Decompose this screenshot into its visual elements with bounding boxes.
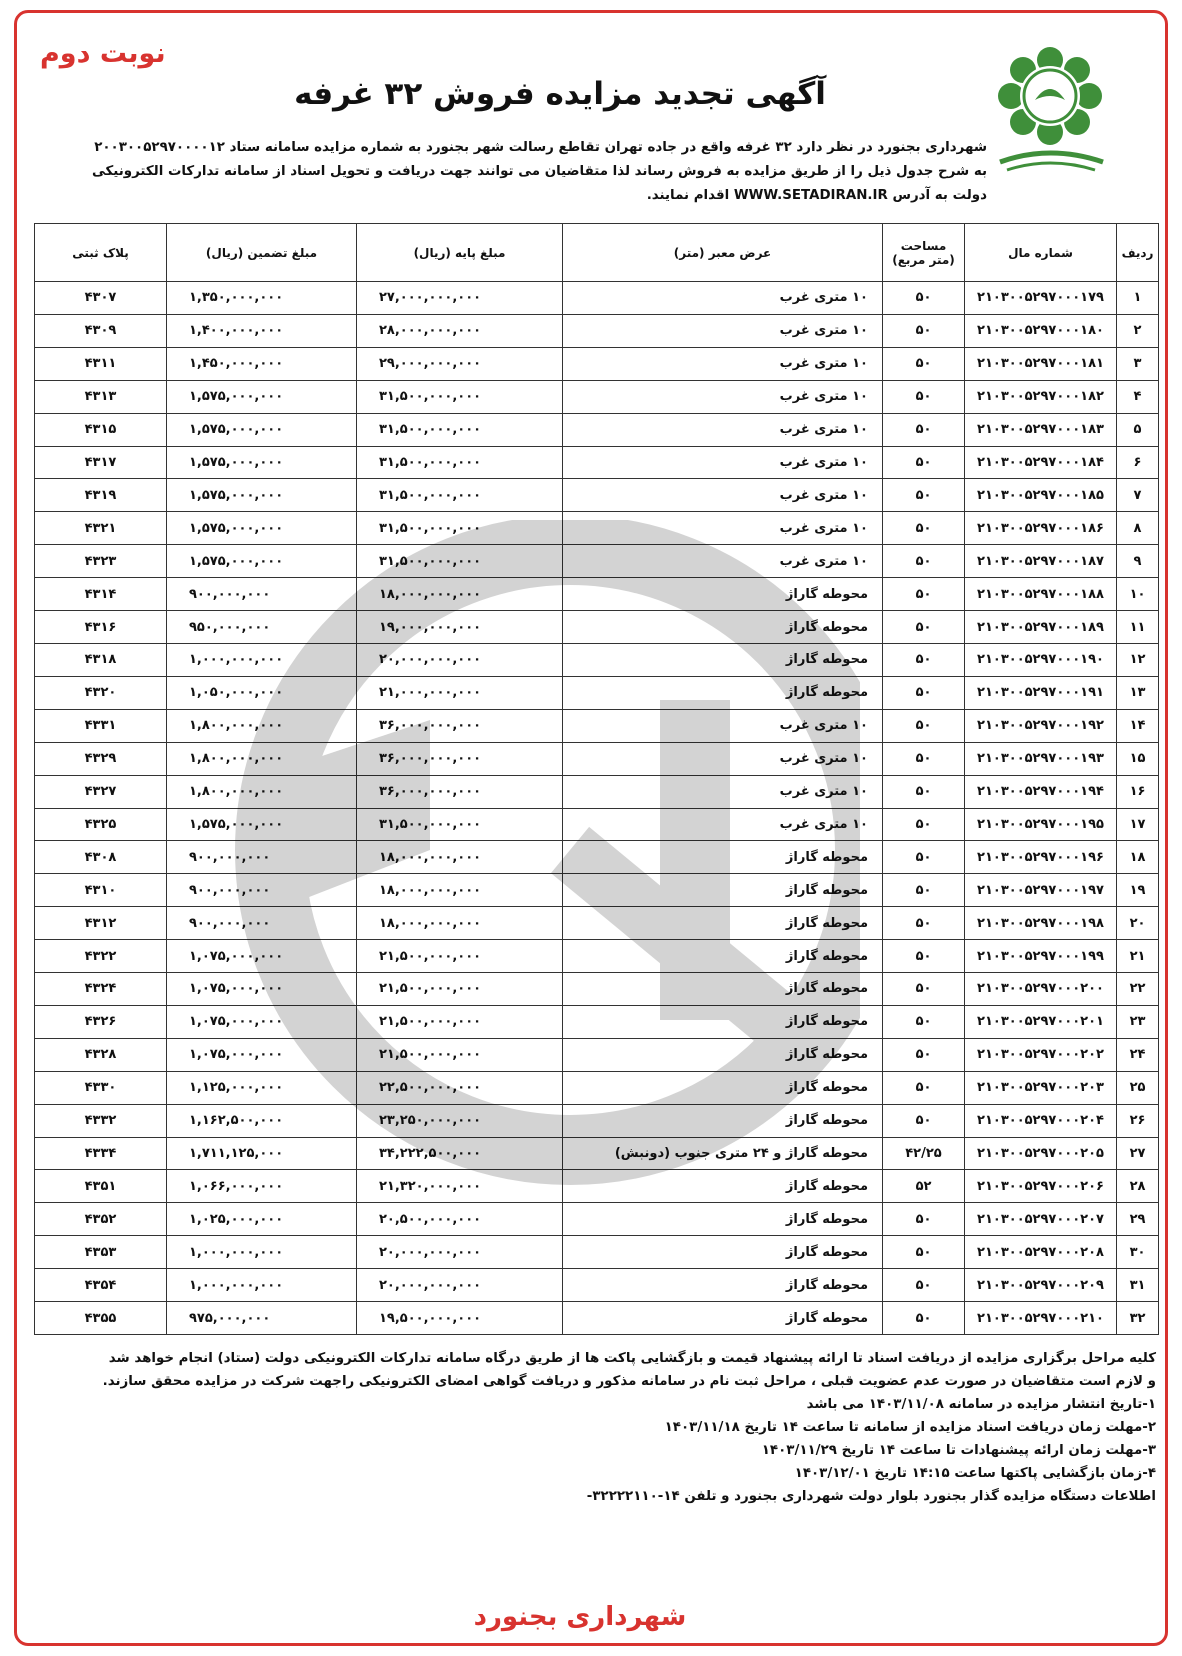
cell-row-number: ۸ xyxy=(1117,512,1159,545)
cell-base-price: ۳۶,۰۰۰,۰۰۰,۰۰۰ xyxy=(357,742,563,775)
cell-area: ۵۰ xyxy=(883,841,965,874)
cell-frontage: محوطه گاراژ xyxy=(563,1104,883,1137)
cell-frontage: محوطه گاراژ xyxy=(563,1005,883,1038)
cell-base-price: ۱۸,۰۰۰,۰۰۰,۰۰۰ xyxy=(357,841,563,874)
cell-property-no: ۲۱۰۳۰۰۵۲۹۷۰۰۰۱۸۲ xyxy=(965,380,1117,413)
cell-area: ۵۰ xyxy=(883,1236,965,1269)
cell-frontage: ۱۰ متری غرب xyxy=(563,709,883,742)
cell-plot: ۴۳۲۳ xyxy=(35,545,167,578)
cell-property-no: ۲۱۰۳۰۰۵۲۹۷۰۰۰۱۸۱ xyxy=(965,347,1117,380)
cell-deposit: ۱,۱۲۵,۰۰۰,۰۰۰ xyxy=(167,1071,357,1104)
cell-area: ۴۲/۲۵ xyxy=(883,1137,965,1170)
cell-deposit: ۱,۵۷۵,۰۰۰,۰۰۰ xyxy=(167,413,357,446)
cell-plot: ۴۳۲۶ xyxy=(35,1005,167,1038)
cell-area: ۵۰ xyxy=(883,973,965,1006)
table-row xyxy=(35,314,1159,347)
cell-deposit: ۱,۵۷۵,۰۰۰,۰۰۰ xyxy=(167,446,357,479)
cell-base-price: ۲۰,۰۰۰,۰۰۰,۰۰۰ xyxy=(357,1236,563,1269)
cell-plot: ۴۳۲۷ xyxy=(35,775,167,808)
cell-row-number: ۱۱ xyxy=(1117,611,1159,644)
cell-frontage: ۱۰ متری غرب xyxy=(563,446,883,479)
cell-deposit: ۱,۵۷۵,۰۰۰,۰۰۰ xyxy=(167,808,357,841)
cell-deposit: ۱,۳۵۰,۰۰۰,۰۰۰ xyxy=(167,282,357,315)
cell-plot: ۴۳۰۷ xyxy=(35,282,167,315)
cell-deposit: ۱,۰۷۵,۰۰۰,۰۰۰ xyxy=(167,973,357,1006)
table-row xyxy=(35,808,1159,841)
cell-frontage: ۱۰ متری غرب xyxy=(563,314,883,347)
cell-deposit: ۱,۰۰۰,۰۰۰,۰۰۰ xyxy=(167,1269,357,1302)
table-row xyxy=(35,545,1159,578)
cell-frontage: محوطه گاراژ xyxy=(563,1302,883,1335)
cell-area: ۵۰ xyxy=(883,1302,965,1335)
cell-base-price: ۲۲,۵۰۰,۰۰۰,۰۰۰ xyxy=(357,1071,563,1104)
cell-area: ۵۰ xyxy=(883,742,965,775)
cell-plot: ۴۳۱۰ xyxy=(35,874,167,907)
cell-base-price: ۱۹,۵۰۰,۰۰۰,۰۰۰ xyxy=(357,1302,563,1335)
cell-row-number: ۱ xyxy=(1117,282,1159,315)
cell-property-no: ۲۱۰۳۰۰۵۲۹۷۰۰۰۱۹۹ xyxy=(965,940,1117,973)
cell-area: ۵۰ xyxy=(883,578,965,611)
cell-deposit: ۱,۰۷۵,۰۰۰,۰۰۰ xyxy=(167,1038,357,1071)
cell-frontage: ۱۰ متری غرب xyxy=(563,347,883,380)
table-row xyxy=(35,1005,1159,1038)
table-row xyxy=(35,742,1159,775)
cell-row-number: ۱۳ xyxy=(1117,676,1159,709)
footer-contact: اطلاعات دستگاه مزایده گذار بجنورد بلوار دولت شهرداری بجنورد و تلفن ۱۴-۳۲۲۲۲۱۱۰- xyxy=(586,1489,1156,1504)
header-area-label: مساحت xyxy=(900,238,947,253)
intro-line: دولت به آدرس WWW.SETADIRAN.IR اقدام نمایند. xyxy=(646,188,987,203)
table-row xyxy=(35,1302,1159,1335)
cell-plot: ۴۳۰۹ xyxy=(35,314,167,347)
cell-deposit: ۱,۰۵۰,۰۰۰,۰۰۰ xyxy=(167,676,357,709)
header-deposit: مبلغ تضمین (ریال) xyxy=(167,224,357,282)
cell-row-number: ۳۲ xyxy=(1117,1302,1159,1335)
cell-area: ۵۰ xyxy=(883,380,965,413)
table-row xyxy=(35,611,1159,644)
cell-row-number: ۲ xyxy=(1117,314,1159,347)
cell-base-price: ۳۱,۵۰۰,۰۰۰,۰۰۰ xyxy=(357,413,563,446)
cell-area: ۵۰ xyxy=(883,1104,965,1137)
footer-item: ۴-زمان بازگشایی پاکتها ساعت ۱۴:۱۵ تاریخ ۱۴۰۳/۱۲/۰۱ xyxy=(794,1466,1156,1481)
cell-frontage: محوطه گاراژ و ۲۴ متری جنوب (دونبش) xyxy=(563,1137,883,1170)
cell-area: ۵۰ xyxy=(883,611,965,644)
cell-plot: ۴۳۱۴ xyxy=(35,578,167,611)
cell-property-no: ۲۱۰۳۰۰۵۲۹۷۰۰۰۱۷۹ xyxy=(965,282,1117,315)
intro-paragraph xyxy=(32,136,987,208)
table-row xyxy=(35,775,1159,808)
cell-plot: ۴۳۲۵ xyxy=(35,808,167,841)
cell-row-number: ۱۶ xyxy=(1117,775,1159,808)
cell-base-price: ۲۰,۵۰۰,۰۰۰,۰۰۰ xyxy=(357,1203,563,1236)
cell-plot: ۴۳۱۳ xyxy=(35,380,167,413)
cell-plot: ۴۳۵۴ xyxy=(35,1269,167,1302)
cell-deposit: ۱,۰۷۵,۰۰۰,۰۰۰ xyxy=(167,1005,357,1038)
cell-deposit: ۱,۴۵۰,۰۰۰,۰۰۰ xyxy=(167,347,357,380)
cell-frontage: محوطه گاراژ xyxy=(563,643,883,676)
cell-deposit: ۱,۸۰۰,۰۰۰,۰۰۰ xyxy=(167,742,357,775)
cell-base-price: ۲۳,۲۵۰,۰۰۰,۰۰۰ xyxy=(357,1104,563,1137)
cell-frontage: محوطه گاراژ xyxy=(563,874,883,907)
cell-base-price: ۳۴,۲۲۲,۵۰۰,۰۰۰ xyxy=(357,1137,563,1170)
cell-property-no: ۲۱۰۳۰۰۵۲۹۷۰۰۰۱۹۴ xyxy=(965,775,1117,808)
cell-base-price: ۳۶,۰۰۰,۰۰۰,۰۰۰ xyxy=(357,775,563,808)
cell-deposit: ۱,۰۷۵,۰۰۰,۰۰۰ xyxy=(167,940,357,973)
cell-area: ۵۰ xyxy=(883,1269,965,1302)
logo-emblem-icon xyxy=(985,40,1115,178)
cell-plot: ۴۳۱۶ xyxy=(35,611,167,644)
cell-frontage: محوطه گاراژ xyxy=(563,1203,883,1236)
cell-row-number: ۲۲ xyxy=(1117,973,1159,1006)
cell-row-number: ۵ xyxy=(1117,413,1159,446)
table-row xyxy=(35,347,1159,380)
cell-frontage: ۱۰ متری غرب xyxy=(563,742,883,775)
cell-plot: ۴۳۱۷ xyxy=(35,446,167,479)
header-row-number: ردیف xyxy=(1117,224,1159,282)
cell-deposit: ۱,۰۲۵,۰۰۰,۰۰۰ xyxy=(167,1203,357,1236)
cell-property-no: ۲۱۰۳۰۰۵۲۹۷۰۰۰۱۹۸ xyxy=(965,907,1117,940)
cell-base-price: ۱۸,۰۰۰,۰۰۰,۰۰۰ xyxy=(357,874,563,907)
cell-deposit: ۱,۸۰۰,۰۰۰,۰۰۰ xyxy=(167,709,357,742)
cell-property-no: ۲۱۰۳۰۰۵۲۹۷۰۰۰۲۰۲ xyxy=(965,1038,1117,1071)
cell-row-number: ۴ xyxy=(1117,380,1159,413)
cell-base-price: ۳۶,۰۰۰,۰۰۰,۰۰۰ xyxy=(357,709,563,742)
table-row xyxy=(35,1038,1159,1071)
cell-property-no: ۲۱۰۳۰۰۵۲۹۷۰۰۰۱۹۶ xyxy=(965,841,1117,874)
cell-area: ۵۰ xyxy=(883,545,965,578)
cell-row-number: ۹ xyxy=(1117,545,1159,578)
cell-plot: ۴۳۰۸ xyxy=(35,841,167,874)
cell-property-no: ۲۱۰۳۰۰۵۲۹۷۰۰۰۱۸۶ xyxy=(965,512,1117,545)
footer-line: کلیه مراحل برگزاری مزایده از دریافت اسناد تا ارائه پیشنهاد قیمت و بازگشایی پاکت ها از طریق درگاه سامانه تدارکات الکترونیکی دولت (ستاد) انجام خواهد شد xyxy=(108,1351,1156,1366)
cell-row-number: ۷ xyxy=(1117,479,1159,512)
cell-area: ۵۰ xyxy=(883,907,965,940)
cell-frontage: محوطه گاراژ xyxy=(563,1071,883,1104)
table-row xyxy=(35,282,1159,315)
table-header-row xyxy=(35,224,1159,282)
cell-frontage: ۱۰ متری غرب xyxy=(563,380,883,413)
footer-item: ۲-مهلت زمان دریافت اسناد مزایده از سامانه تا ساعت ۱۴ تاریخ ۱۴۰۳/۱۱/۱۸ xyxy=(664,1420,1156,1435)
auction-table-wrap xyxy=(34,223,1158,1335)
cell-frontage: محوطه گاراژ xyxy=(563,1038,883,1071)
cell-plot: ۴۳۵۵ xyxy=(35,1302,167,1335)
auction-table xyxy=(34,223,1159,1335)
table-row xyxy=(35,446,1159,479)
cell-property-no: ۲۱۰۳۰۰۵۲۹۷۰۰۰۱۹۷ xyxy=(965,874,1117,907)
cell-base-price: ۳۱,۵۰۰,۰۰۰,۰۰۰ xyxy=(357,380,563,413)
table-row xyxy=(35,380,1159,413)
cell-row-number: ۳۰ xyxy=(1117,1236,1159,1269)
footer-item: ۱-تاریخ انتشار مزایده در سامانه ۱۴۰۳/۱۱/۰۸ می باشد xyxy=(806,1397,1156,1412)
footer-line: و لازم است متقاضیان در صورت عدم عضویت قبلی ، مراحل ثبت نام در سامانه مذکور و دریافت گواهی امضای الکترونیکی راجهت شرکت در مزایده محقق سازند. xyxy=(102,1374,1156,1389)
cell-frontage: محوطه گاراژ xyxy=(563,578,883,611)
cell-deposit: ۹۵۰,۰۰۰,۰۰۰ xyxy=(167,611,357,644)
table-row xyxy=(35,1071,1159,1104)
cell-frontage: محوطه گاراژ xyxy=(563,1236,883,1269)
cell-plot: ۴۳۲۴ xyxy=(35,973,167,1006)
cell-area: ۵۰ xyxy=(883,940,965,973)
cell-property-no: ۲۱۰۳۰۰۵۲۹۷۰۰۰۲۰۱ xyxy=(965,1005,1117,1038)
cell-property-no: ۲۱۰۳۰۰۵۲۹۷۰۰۰۱۸۹ xyxy=(965,611,1117,644)
cell-property-no: ۲۱۰۳۰۰۵۲۹۷۰۰۰۲۰۷ xyxy=(965,1203,1117,1236)
cell-frontage: محوطه گاراژ xyxy=(563,841,883,874)
cell-area: ۵۰ xyxy=(883,479,965,512)
cell-row-number: ۳۱ xyxy=(1117,1269,1159,1302)
cell-row-number: ۲۱ xyxy=(1117,940,1159,973)
cell-deposit: ۹۰۰,۰۰۰,۰۰۰ xyxy=(167,907,357,940)
cell-frontage: ۱۰ متری غرب xyxy=(563,545,883,578)
cell-property-no: ۲۱۰۳۰۰۵۲۹۷۰۰۰۱۹۱ xyxy=(965,676,1117,709)
header-base-price: مبلغ پایه (ریال) xyxy=(357,224,563,282)
cell-property-no: ۲۱۰۳۰۰۵۲۹۷۰۰۰۱۹۳ xyxy=(965,742,1117,775)
cell-deposit: ۹۷۵,۰۰۰,۰۰۰ xyxy=(167,1302,357,1335)
table-row xyxy=(35,643,1159,676)
cell-plot: ۴۳۵۲ xyxy=(35,1203,167,1236)
cell-frontage: ۱۰ متری غرب xyxy=(563,479,883,512)
cell-deposit: ۱,۱۶۲,۵۰۰,۰۰۰ xyxy=(167,1104,357,1137)
cell-row-number: ۱۰ xyxy=(1117,578,1159,611)
cell-area: ۵۰ xyxy=(883,1203,965,1236)
table-row xyxy=(35,479,1159,512)
cell-base-price: ۳۱,۵۰۰,۰۰۰,۰۰۰ xyxy=(357,446,563,479)
cell-area: ۵۰ xyxy=(883,643,965,676)
cell-property-no: ۲۱۰۳۰۰۵۲۹۷۰۰۰۱۹۰ xyxy=(965,643,1117,676)
cell-base-price: ۲۰,۰۰۰,۰۰۰,۰۰۰ xyxy=(357,643,563,676)
page-title: آگهی تجدید مزایده فروش ۳۲ غرفه xyxy=(294,76,826,112)
cell-property-no: ۲۱۰۳۰۰۵۲۹۷۰۰۰۱۸۷ xyxy=(965,545,1117,578)
cell-property-no: ۲۱۰۳۰۰۵۲۹۷۰۰۰۲۰۵ xyxy=(965,1137,1117,1170)
cell-deposit: ۹۰۰,۰۰۰,۰۰۰ xyxy=(167,578,357,611)
cell-frontage: محوطه گاراژ xyxy=(563,940,883,973)
cell-row-number: ۲۳ xyxy=(1117,1005,1159,1038)
cell-deposit: ۱,۵۷۵,۰۰۰,۰۰۰ xyxy=(167,380,357,413)
signature: شهرداری بجنورد xyxy=(473,1602,687,1632)
cell-row-number: ۱۲ xyxy=(1117,643,1159,676)
table-row xyxy=(35,1170,1159,1203)
table-row xyxy=(35,1269,1159,1302)
cell-frontage: ۱۰ متری غرب xyxy=(563,512,883,545)
table-row xyxy=(35,1137,1159,1170)
cell-deposit: ۹۰۰,۰۰۰,۰۰۰ xyxy=(167,841,357,874)
cell-area: ۵۰ xyxy=(883,1038,965,1071)
table-row xyxy=(35,709,1159,742)
cell-area: ۵۰ xyxy=(883,1071,965,1104)
cell-property-no: ۲۱۰۳۰۰۵۲۹۷۰۰۰۲۱۰ xyxy=(965,1302,1117,1335)
table-row xyxy=(35,1236,1159,1269)
cell-row-number: ۱۷ xyxy=(1117,808,1159,841)
cell-property-no: ۲۱۰۳۰۰۵۲۹۷۰۰۰۱۸۰ xyxy=(965,314,1117,347)
header-area xyxy=(883,224,965,282)
footer-text xyxy=(32,1347,1156,1508)
cell-property-no: ۲۱۰۳۰۰۵۲۹۷۰۰۰۲۰۹ xyxy=(965,1269,1117,1302)
cell-property-no: ۲۱۰۳۰۰۵۲۹۷۰۰۰۱۸۵ xyxy=(965,479,1117,512)
cell-base-price: ۳۱,۵۰۰,۰۰۰,۰۰۰ xyxy=(357,479,563,512)
table-row xyxy=(35,676,1159,709)
cell-frontage: محوطه گاراژ xyxy=(563,1170,883,1203)
cell-deposit: ۱,۸۰۰,۰۰۰,۰۰۰ xyxy=(167,775,357,808)
cell-plot: ۴۳۲۹ xyxy=(35,742,167,775)
cell-area: ۵۲ xyxy=(883,1170,965,1203)
cell-plot: ۴۳۱۲ xyxy=(35,907,167,940)
cell-row-number: ۲۵ xyxy=(1117,1071,1159,1104)
cell-frontage: محوطه گاراژ xyxy=(563,1269,883,1302)
cell-row-number: ۶ xyxy=(1117,446,1159,479)
cell-base-price: ۲۱,۵۰۰,۰۰۰,۰۰۰ xyxy=(357,1005,563,1038)
cell-base-price: ۱۹,۰۰۰,۰۰۰,۰۰۰ xyxy=(357,611,563,644)
cell-plot: ۴۳۳۰ xyxy=(35,1071,167,1104)
cell-plot: ۴۳۳۲ xyxy=(35,1104,167,1137)
cell-deposit: ۹۰۰,۰۰۰,۰۰۰ xyxy=(167,874,357,907)
cell-area: ۵۰ xyxy=(883,347,965,380)
cell-deposit: ۱,۴۰۰,۰۰۰,۰۰۰ xyxy=(167,314,357,347)
cell-base-price: ۳۱,۵۰۰,۰۰۰,۰۰۰ xyxy=(357,512,563,545)
round-label: نوبت دوم xyxy=(40,38,166,69)
table-row xyxy=(35,413,1159,446)
cell-property-no: ۲۱۰۳۰۰۵۲۹۷۰۰۰۲۰۸ xyxy=(965,1236,1117,1269)
table-row xyxy=(35,973,1159,1006)
cell-area: ۵۰ xyxy=(883,1005,965,1038)
cell-plot: ۴۳۲۰ xyxy=(35,676,167,709)
table-row xyxy=(35,1203,1159,1236)
cell-frontage: ۱۰ متری غرب xyxy=(563,775,883,808)
cell-row-number: ۱۹ xyxy=(1117,874,1159,907)
cell-base-price: ۲۱,۳۲۰,۰۰۰,۰۰۰ xyxy=(357,1170,563,1203)
header-plot: پلاک ثبتی xyxy=(35,224,167,282)
municipality-logo xyxy=(985,40,1115,178)
cell-base-price: ۲۱,۵۰۰,۰۰۰,۰۰۰ xyxy=(357,1038,563,1071)
cell-area: ۵۰ xyxy=(883,314,965,347)
cell-plot: ۴۳۱۵ xyxy=(35,413,167,446)
cell-base-price: ۲۱,۵۰۰,۰۰۰,۰۰۰ xyxy=(357,940,563,973)
intro-line: شهرداری بجنورد در نظر دارد ۳۲ غرفه واقع در جاده تهران تقاطع رسالت شهر بجنورد به شماره مزایده سامانه ستاد ۲۰۰۳۰۰۵۲۹۷۰۰۰۰۱۲ xyxy=(94,140,987,155)
cell-property-no: ۲۱۰۳۰۰۵۲۹۷۰۰۰۱۹۵ xyxy=(965,808,1117,841)
cell-frontage: ۱۰ متری غرب xyxy=(563,808,883,841)
cell-plot: ۴۳۲۸ xyxy=(35,1038,167,1071)
cell-row-number: ۲۴ xyxy=(1117,1038,1159,1071)
cell-row-number: ۲۷ xyxy=(1117,1137,1159,1170)
cell-area: ۵۰ xyxy=(883,676,965,709)
cell-row-number: ۳ xyxy=(1117,347,1159,380)
cell-base-price: ۱۸,۰۰۰,۰۰۰,۰۰۰ xyxy=(357,578,563,611)
cell-property-no: ۲۱۰۳۰۰۵۲۹۷۰۰۰۲۰۰ xyxy=(965,973,1117,1006)
cell-row-number: ۲۹ xyxy=(1117,1203,1159,1236)
table-row xyxy=(35,841,1159,874)
cell-plot: ۴۳۵۱ xyxy=(35,1170,167,1203)
cell-base-price: ۲۷,۰۰۰,۰۰۰,۰۰۰ xyxy=(357,282,563,315)
cell-area: ۵۰ xyxy=(883,808,965,841)
cell-base-price: ۳۱,۵۰۰,۰۰۰,۰۰۰ xyxy=(357,808,563,841)
table-row xyxy=(35,578,1159,611)
cell-row-number: ۱۴ xyxy=(1117,709,1159,742)
cell-plot: ۴۳۱۸ xyxy=(35,643,167,676)
table-row xyxy=(35,874,1159,907)
cell-deposit: ۱,۰۶۶,۰۰۰,۰۰۰ xyxy=(167,1170,357,1203)
cell-area: ۵۰ xyxy=(883,282,965,315)
cell-plot: ۴۳۳۱ xyxy=(35,709,167,742)
table-row xyxy=(35,512,1159,545)
cell-base-price: ۳۱,۵۰۰,۰۰۰,۰۰۰ xyxy=(357,545,563,578)
header-frontage: عرض معبر (متر) xyxy=(563,224,883,282)
cell-deposit: ۱,۵۷۵,۰۰۰,۰۰۰ xyxy=(167,512,357,545)
cell-frontage: محوطه گاراژ xyxy=(563,611,883,644)
cell-row-number: ۲۸ xyxy=(1117,1170,1159,1203)
cell-area: ۵۰ xyxy=(883,413,965,446)
header-area-unit: (متر مربع) xyxy=(892,252,955,267)
cell-property-no: ۲۱۰۳۰۰۵۲۹۷۰۰۰۲۰۴ xyxy=(965,1104,1117,1137)
cell-deposit: ۱,۵۷۵,۰۰۰,۰۰۰ xyxy=(167,479,357,512)
cell-base-price: ۲۱,۰۰۰,۰۰۰,۰۰۰ xyxy=(357,676,563,709)
cell-frontage: ۱۰ متری غرب xyxy=(563,413,883,446)
cell-row-number: ۱۸ xyxy=(1117,841,1159,874)
cell-plot: ۴۳۳۴ xyxy=(35,1137,167,1170)
cell-row-number: ۲۶ xyxy=(1117,1104,1159,1137)
cell-plot: ۴۳۲۱ xyxy=(35,512,167,545)
header-property-no: شماره مال xyxy=(965,224,1117,282)
cell-area: ۵۰ xyxy=(883,775,965,808)
intro-line: به شرح جدول ذیل را از طریق مزایده به فروش رساند لذا متقاضیان می توانند جهت دریافت و تحویل اسناد از سامانه تدارکات الکترونیکی xyxy=(91,164,987,179)
cell-deposit: ۱,۷۱۱,۱۲۵,۰۰۰ xyxy=(167,1137,357,1170)
footer-item: ۳-مهلت زمان ارائه پیشنهادات تا ساعت ۱۴ تاریخ ۱۴۰۳/۱۱/۲۹ xyxy=(761,1443,1156,1458)
cell-row-number: ۲۰ xyxy=(1117,907,1159,940)
cell-deposit: ۱,۵۷۵,۰۰۰,۰۰۰ xyxy=(167,545,357,578)
cell-base-price: ۲۸,۰۰۰,۰۰۰,۰۰۰ xyxy=(357,314,563,347)
cell-deposit: ۱,۰۰۰,۰۰۰,۰۰۰ xyxy=(167,1236,357,1269)
cell-deposit: ۱,۰۰۰,۰۰۰,۰۰۰ xyxy=(167,643,357,676)
cell-plot: ۴۳۲۲ xyxy=(35,940,167,973)
cell-area: ۵۰ xyxy=(883,446,965,479)
cell-plot: ۴۳۵۳ xyxy=(35,1236,167,1269)
cell-frontage: ۱۰ متری غرب xyxy=(563,282,883,315)
table-row xyxy=(35,1104,1159,1137)
cell-plot: ۴۳۱۹ xyxy=(35,479,167,512)
cell-area: ۵۰ xyxy=(883,709,965,742)
cell-frontage: محوطه گاراژ xyxy=(563,973,883,1006)
cell-property-no: ۲۱۰۳۰۰۵۲۹۷۰۰۰۲۰۶ xyxy=(965,1170,1117,1203)
cell-frontage: محوطه گاراژ xyxy=(563,907,883,940)
cell-property-no: ۲۱۰۳۰۰۵۲۹۷۰۰۰۱۹۲ xyxy=(965,709,1117,742)
cell-property-no: ۲۱۰۳۰۰۵۲۹۷۰۰۰۱۸۳ xyxy=(965,413,1117,446)
cell-row-number: ۱۵ xyxy=(1117,742,1159,775)
cell-base-price: ۱۸,۰۰۰,۰۰۰,۰۰۰ xyxy=(357,907,563,940)
cell-property-no: ۲۱۰۳۰۰۵۲۹۷۰۰۰۱۸۴ xyxy=(965,446,1117,479)
table-row xyxy=(35,940,1159,973)
cell-base-price: ۲۱,۵۰۰,۰۰۰,۰۰۰ xyxy=(357,973,563,1006)
cell-plot: ۴۳۱۱ xyxy=(35,347,167,380)
table-row xyxy=(35,907,1159,940)
cell-base-price: ۲۰,۰۰۰,۰۰۰,۰۰۰ xyxy=(357,1269,563,1302)
cell-base-price: ۲۹,۰۰۰,۰۰۰,۰۰۰ xyxy=(357,347,563,380)
cell-area: ۵۰ xyxy=(883,874,965,907)
cell-area: ۵۰ xyxy=(883,512,965,545)
cell-frontage: محوطه گاراژ xyxy=(563,676,883,709)
cell-property-no: ۲۱۰۳۰۰۵۲۹۷۰۰۰۱۸۸ xyxy=(965,578,1117,611)
cell-property-no: ۲۱۰۳۰۰۵۲۹۷۰۰۰۲۰۳ xyxy=(965,1071,1117,1104)
